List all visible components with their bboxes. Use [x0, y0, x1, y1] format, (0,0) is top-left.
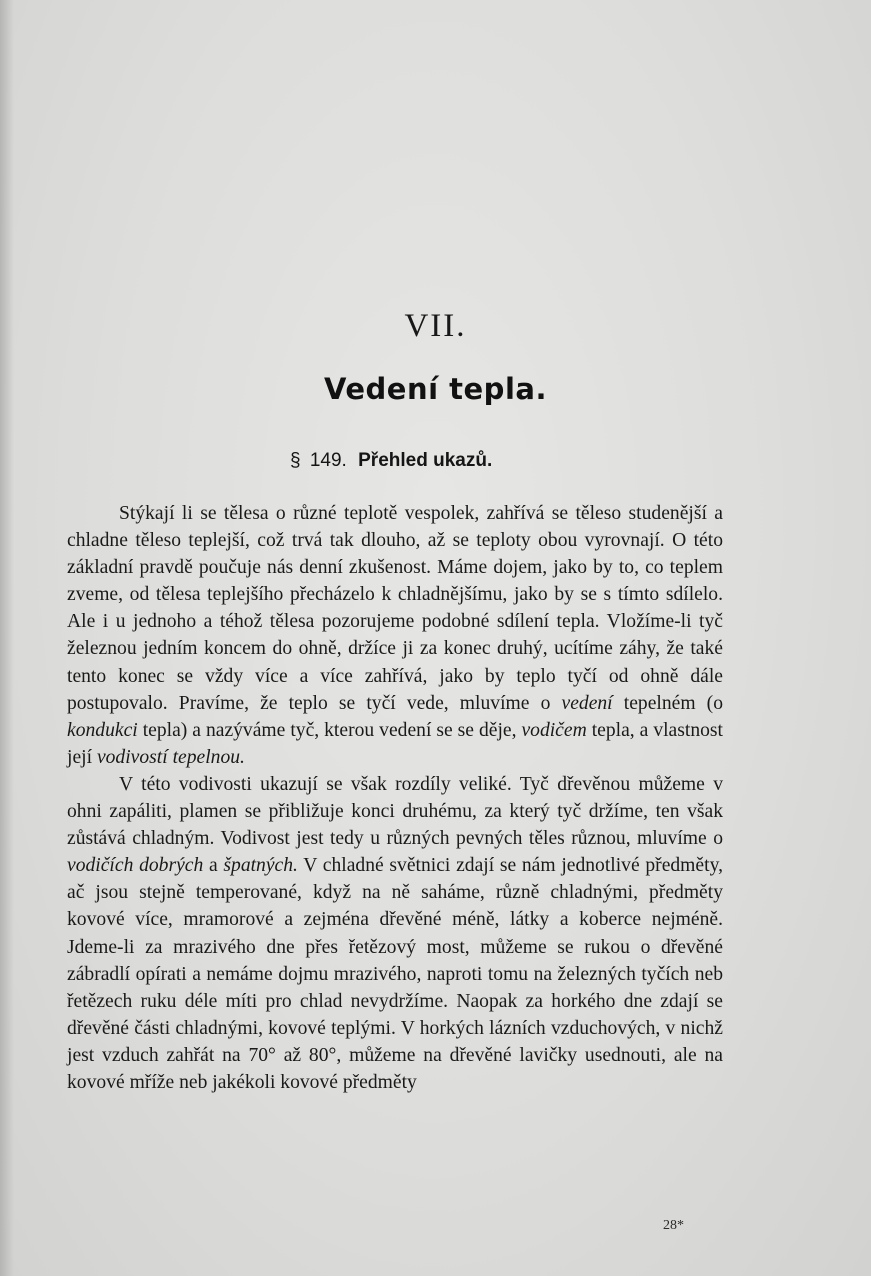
chapter-title: Vedení tepla. — [324, 372, 547, 406]
term-vodivosti-tepelnou: vodivostí tepelnou. — [96, 746, 245, 768]
section-title: Přehled ukazů. — [358, 450, 493, 471]
section-heading — [290, 450, 492, 472]
page-edge-shadow — [0, 0, 14, 1276]
term-vodicem: vodičem — [521, 719, 587, 741]
paragraph-1 — [67, 500, 723, 771]
chapter-number: VII. — [404, 308, 467, 344]
text-segment: tepla) a nazýváme tyč, kterou vedení se se děje, — [137, 719, 522, 741]
term-spatnych: špatných. — [223, 855, 298, 877]
page-signature: 28* — [663, 1218, 684, 1233]
section-symbol: § — [290, 450, 301, 471]
body-text — [67, 500, 723, 1096]
section-number: 149. — [309, 450, 347, 471]
paragraph-2 — [67, 771, 723, 1096]
text-segment: a — [203, 855, 224, 877]
term-vodicich-dobrych: vodičích dobrých — [67, 855, 204, 877]
term-vedeni: vedení — [561, 692, 613, 714]
text-segment: tepla, a vlastnost její — [67, 719, 723, 768]
text-segment: V chladné světnici zdají se nám jednotlivé předměty, ač jsou stejně temperované, když na ně saháme, různě chladnými, předměty kovové více, mramorové a zejména dřevěné méně, látky a koberce nejméně. Jdeme-li za mrazivého dne přes řetězový most, můžeme se rukou o dřevěné zábradlí opírati a nemáme dojmu mrazivého, naproti tomu na železných tyčích neb řetězech ruku déle míti pro chlad nevydržíme. Naopak za horkého dne zdají se dřevěné části chladnými, kovové teplými. V horkých lázních vzduchových, v nichž jest vzduch zahřát na 70° až 80°, můžeme na dřevěné lavičky usednouti, ale na kovové mříže neb jakékoli kovové předměty — [67, 855, 723, 1093]
text-segment: Stýkají li se tělesa o různé teplotě vespolek, zahřívá se těleso studenější a chladne těleso teplejší, což trvá tak dlouho, až se teploty obou vyrovnají. O této základní pravdě poučuje nás denní zkušenost. Máme dojem, jako by to, co teplem zveme, od tělesa teplejšího přecházelo k chladnějšímu, jako by se s tímto sdílelo. Ale i u jednoho a téhož tělesa pozorujeme podobné sdílení tepla. Vložíme-li tyč železnou jedním koncem do ohně, držíce ji za konec druhý, ucítíme záhy, že také tento konec se vždy více a více zahřívá, jako by teplo tyčí od ohně dále postupovalo. Pravíme, že teplo se tyčí vede, mluvíme o — [67, 503, 723, 714]
text-segment: tepelném (o — [612, 692, 723, 714]
term-kondukci: kondukci — [67, 719, 138, 741]
text-segment: V této vodivosti ukazují se však rozdíly veliké. Tyč dřevěnou můžeme v ohni zapáliti, plamen se přibližuje konci druhému, za který tyč držíme, ten však zůstává chladným. Vodivost jest tedy u různých pevných těles různou, mluvíme o — [67, 773, 723, 850]
